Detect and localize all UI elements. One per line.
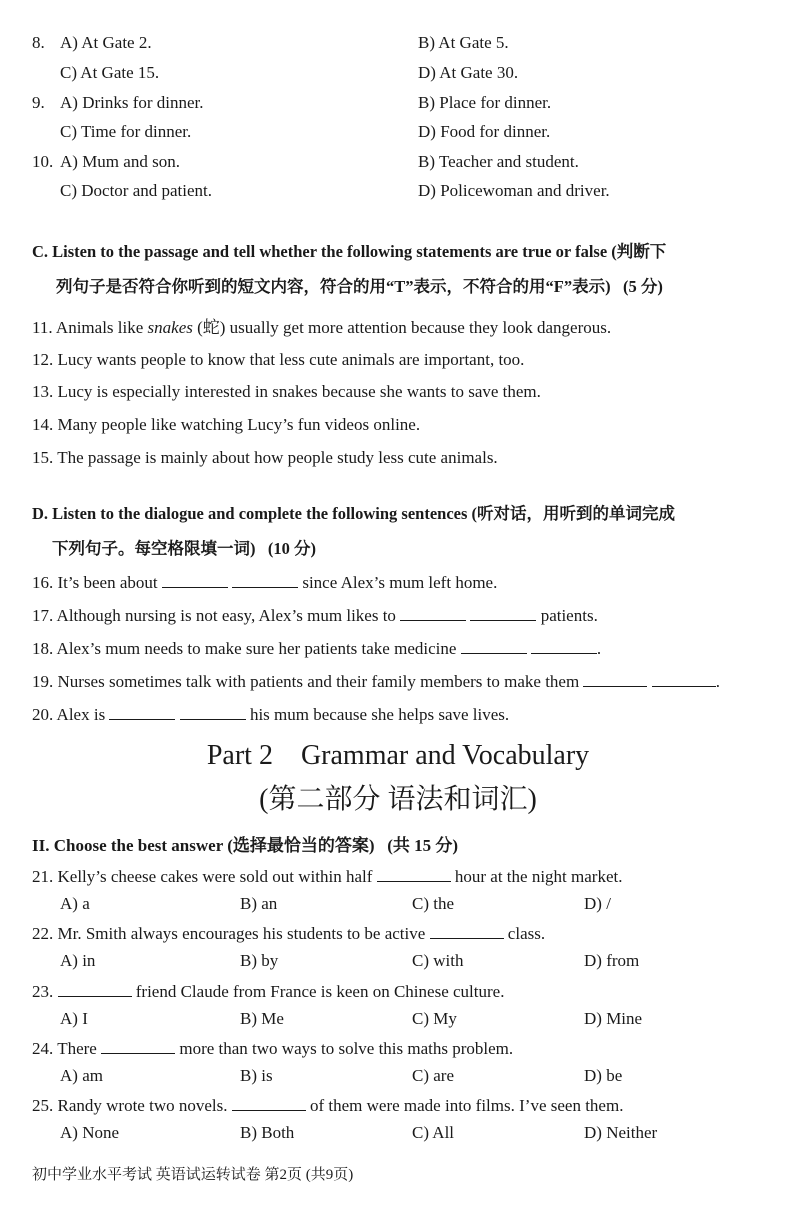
q18-blank-2[interactable] (531, 636, 597, 654)
q8-option-b: B) At Gate 5. (418, 33, 509, 52)
q9-option-d: D) Food for dinner. (418, 122, 551, 141)
q23 (32, 979, 504, 1003)
q21-option-a: A) a (60, 894, 90, 913)
q25-post: of them were made into films. I’ve seen them. (309, 1096, 624, 1115)
q8-option-a: A) At Gate 2. (60, 33, 152, 52)
q9-option-c: C) Time for dinner. (60, 122, 192, 141)
q25-option-c: C) All (412, 1123, 455, 1142)
q16-pre: 16. It’s been about (32, 573, 158, 592)
q17-pre: 17. Although nursing is not easy, Alex’s mum likes to (32, 606, 396, 625)
q25-option-d: D) Neither (584, 1123, 658, 1142)
q20-post: his mum because she helps save lives. (249, 705, 510, 724)
q23-option-d: D) Mine (584, 1009, 643, 1028)
q21-blank[interactable] (377, 864, 451, 882)
q18-blank-1[interactable] (461, 636, 527, 654)
section-c-heading: C. Listen to the passage and tell whether the following statements are true or false (判断下 (32, 242, 667, 261)
q19-blank-1[interactable] (583, 669, 647, 687)
q23-blank[interactable] (58, 979, 132, 997)
q9-option-b: B) Place for dinner. (418, 93, 552, 112)
q24 (32, 1036, 513, 1060)
q19-blank-2[interactable] (652, 669, 716, 687)
q11-post: (蛇) usually get more attention because they look dangerous. (192, 318, 612, 337)
q18-pre: 18. Alex’s mum needs to make sure her patients take medicine (32, 639, 457, 658)
q22-option-c: C) with (412, 951, 464, 970)
q10-option-b: B) Teacher and student. (418, 152, 579, 171)
q11-pre: 11. Animals like (32, 318, 148, 337)
q24-option-b: B) is (240, 1066, 273, 1085)
q22-post: class. (507, 924, 546, 943)
q13-statement: 13. Lucy is especially interested in snakes because she wants to save them. (32, 382, 541, 401)
q24-option-a: A) am (60, 1066, 103, 1085)
q25-blank[interactable] (232, 1093, 306, 1111)
q16-blank-1[interactable] (162, 570, 228, 588)
q25-option-a: A) None (60, 1123, 120, 1142)
q16-blank-2[interactable] (232, 570, 298, 588)
q11-statement (32, 317, 611, 339)
q9-number: 9. (32, 93, 45, 112)
section-ii-heading: II. Choose the best answer (选择最恰当的答案) (共 15 分) (32, 836, 459, 855)
q22-option-d: D) from (584, 951, 640, 970)
part2-title: Part 2 Grammar and Vocabulary (206, 740, 590, 771)
q12-statement: 12. Lucy wants people to know that less cute animals are important, too. (32, 350, 525, 369)
q20 (32, 702, 509, 726)
q16-post: since Alex’s mum left home. (302, 573, 498, 592)
q23-post: friend Claude from France is keen on Chinese culture. (135, 982, 505, 1001)
q24-option-d: D) be (584, 1066, 623, 1085)
q20-pre: 20. Alex is (32, 705, 106, 724)
section-d-heading-cont: 下列句子。每空格限填一词) (10 分) (52, 539, 316, 558)
q17-blank-2[interactable] (470, 603, 536, 621)
q10-option-d: D) Policewoman and driver. (418, 181, 610, 200)
q24-pre: 24. There (32, 1039, 97, 1058)
q15-statement: 15. The passage is mainly about how people study less cute animals. (32, 448, 498, 467)
q11-emphasis: snakes (147, 318, 193, 337)
q22-option-a: A) in (60, 951, 96, 970)
q23-option-b: B) Me (240, 1009, 284, 1028)
q8-number: 8. (32, 33, 45, 52)
q21-pre: 21. Kelly’s cheese cakes were sold out within half (32, 867, 373, 886)
q18 (32, 636, 601, 660)
part2-subtitle: (第二部分 语法和词汇) (259, 784, 537, 815)
q8-option-d: D) At Gate 30. (418, 63, 519, 82)
section-c-heading-cont: 列句子是否符合你听到的短文内容，符合的用“T”表示，不符合的用“F”表示) (5 分) (56, 277, 663, 296)
q14-statement: 14. Many people like watching Lucy’s fun videos online. (32, 415, 421, 434)
q24-blank[interactable] (101, 1036, 175, 1054)
q21-option-d: D) / (584, 894, 611, 913)
q16 (32, 570, 497, 594)
q21 (32, 864, 622, 888)
q23-pre: 23. (32, 982, 54, 1001)
q17-post: patients. (540, 606, 598, 625)
q21-post: hour at the night market. (454, 867, 623, 886)
q25-option-b: B) Both (240, 1123, 295, 1142)
q20-blank-1[interactable] (109, 702, 175, 720)
q23-option-a: A) I (60, 1009, 88, 1028)
q21-option-c: C) the (412, 894, 455, 913)
q22-pre: 22. Mr. Smith always encourages his students to be active (32, 924, 426, 943)
q21-option-b: B) an (240, 894, 278, 913)
q22 (32, 921, 545, 945)
q19-pre: 19. Nurses sometimes talk with patients and their family members to make them (32, 672, 580, 691)
section-d-heading: D. Listen to the dialogue and complete the following sentences (听对话，用听到的单词完成 (32, 504, 676, 523)
q10-option-a: A) Mum and son. (60, 152, 180, 171)
q19 (32, 669, 720, 693)
q19-post: . (715, 672, 720, 691)
q25-pre: 25. Randy wrote two novels. (32, 1096, 228, 1115)
q24-option-c: C) are (412, 1066, 455, 1085)
q24-post: more than two ways to solve this maths problem. (179, 1039, 514, 1058)
q22-blank[interactable] (430, 921, 504, 939)
q9-option-a: A) Drinks for dinner. (60, 93, 204, 112)
q10-option-c: C) Doctor and patient. (60, 181, 213, 200)
q25 (32, 1093, 623, 1117)
q22-option-b: B) by (240, 951, 279, 970)
q18-post: . (596, 639, 602, 658)
q10-number: 10. (32, 152, 54, 171)
page-footer: 初中学业水平考试 英语试运转试卷 第2页 (共9页) (32, 1167, 354, 1183)
q23-option-c: C) My (412, 1009, 457, 1028)
q17 (32, 603, 598, 627)
q17-blank-1[interactable] (400, 603, 466, 621)
q8-option-c: C) At Gate 15. (60, 63, 160, 82)
q20-blank-2[interactable] (180, 702, 246, 720)
